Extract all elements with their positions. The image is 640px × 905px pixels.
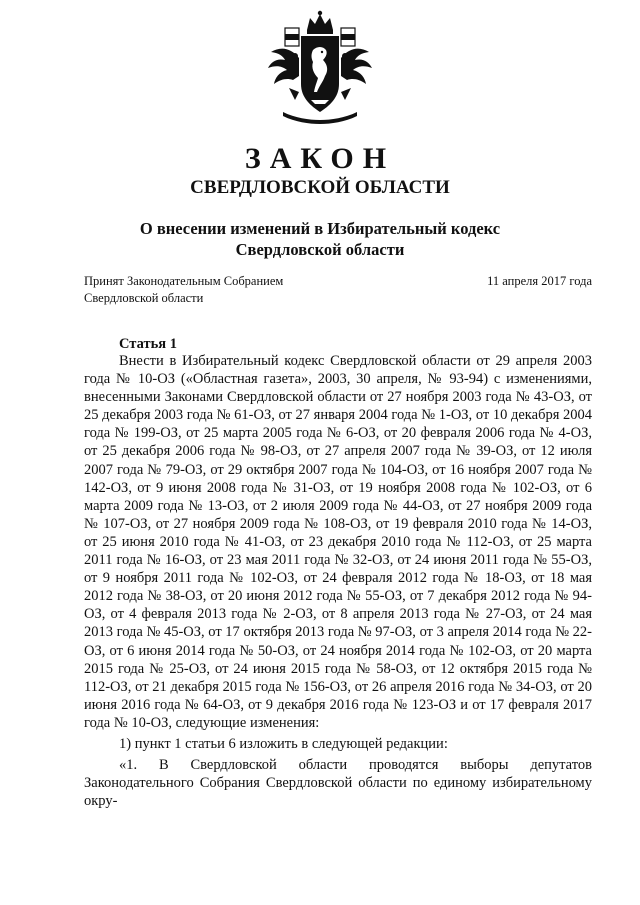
article-paragraph: «1. В Свердловской области проводятся выборы депутатов Законодательного Собрания Свердловской области по единому избирательному окру- xyxy=(84,757,592,810)
article-paragraph: 1) пункт 1 статьи 6 изложить в следующей редакции: xyxy=(119,735,448,752)
law-subject xyxy=(0,218,640,260)
right-eagle-icon xyxy=(341,49,372,100)
adoption-date: 11 апреля 2017 года xyxy=(487,274,592,288)
crown-icon xyxy=(307,11,333,34)
law-subject-line: Свердловской области xyxy=(235,240,405,259)
adoption-note xyxy=(84,273,283,307)
adoption-line: Свердловской области xyxy=(84,291,204,305)
adoption-line: Принят Законодательным Собранием xyxy=(84,274,284,288)
region-title: СВЕРДЛОВСКОЙ ОБЛАСТИ xyxy=(190,177,450,198)
law-title: ЗАКОН xyxy=(244,142,396,175)
article-title: Статья 1 xyxy=(119,336,177,352)
left-eagle-icon xyxy=(268,49,299,100)
shield-icon xyxy=(301,36,339,112)
law-subject-line: О внесении изменений в Избирательный кодекс xyxy=(139,219,501,238)
article-body xyxy=(84,352,592,810)
coat-of-arms-emblem xyxy=(265,8,375,126)
ribbon-icon xyxy=(283,112,357,124)
article-paragraph: Внести в Избирательный кодекс Свердловской области от 29 апреля 2003 года № 10-ОЗ («Областная газета», 2003, 30 апреля, № 93-94) с изменениями, внесенными Законами Свердловской области от 27 ноября 2003 года № 43-ОЗ, от 25 декабря 2003 года № 61-ОЗ, от 27 января 2004 года № 1-ОЗ, от 10 декабря 2004 года № 199-ОЗ, от 25 марта 2005 года № 6-ОЗ, от 20 февраля 2006 года № 4-ОЗ, от 25 декабря 2006 года № 98-ОЗ, от 27 апреля 2007 года № 39-ОЗ, от 12 июля 2007 года № 79-ОЗ, от 29 октября 2007 года № 104-ОЗ, от 16 ноября 2007 года № 142-ОЗ, от 9 июня 2008 года № 31-ОЗ, от 19 ноября 2008 года № 102-ОЗ, от 6 марта 2009 года № 13-ОЗ, от 2 июля 2009 года № 44-ОЗ, от 27 ноября 2009 года № 107-ОЗ, от 27 ноября 2009 года № 108-ОЗ, от 19 февраля 2010 года № 14-ОЗ, от 25 июня 2010 года № 41-ОЗ, от 23 декабря 2010 года № 112-ОЗ, от 25 марта 2011 года № 16-ОЗ, от 23 мая 2011 года № 32-ОЗ, от 24 июня 2011 года № 55-ОЗ, от 9 ноября 2011 года № 102-ОЗ, от 24 февраля 2012 года № 18-ОЗ, от 18 мая 2012 года № 38-ОЗ, от 20 июня 2012 года № 55-ОЗ, от 7 декабря 2012 года № 94-ОЗ, от 4 февраля 2013 года № 2-ОЗ, от 8 апреля 2013 года № 27-ОЗ, от 24 мая 2013 года № 45-ОЗ, от 17 октября 2013 года № 97-ОЗ, от 3 апреля 2014 года № 22-ОЗ, от 6 июня 2014 года № 50-ОЗ, от 24 ноября 2014 года № 102-ОЗ, от 20 марта 2015 года № 25-ОЗ, от 24 июня 2015 года № 58-ОЗ, от 12 октября 2015 года № 112-ОЗ, от 21 декабря 2015 года № 156-ОЗ, от 26 апреля 2016 года № 34-ОЗ, от 20 июня 2016 года № 64-ОЗ, от 9 декабря 2016 года № 123-ОЗ и от 17 февраля 2017 года № 10-ОЗ, следующие изменения: xyxy=(84,353,592,731)
